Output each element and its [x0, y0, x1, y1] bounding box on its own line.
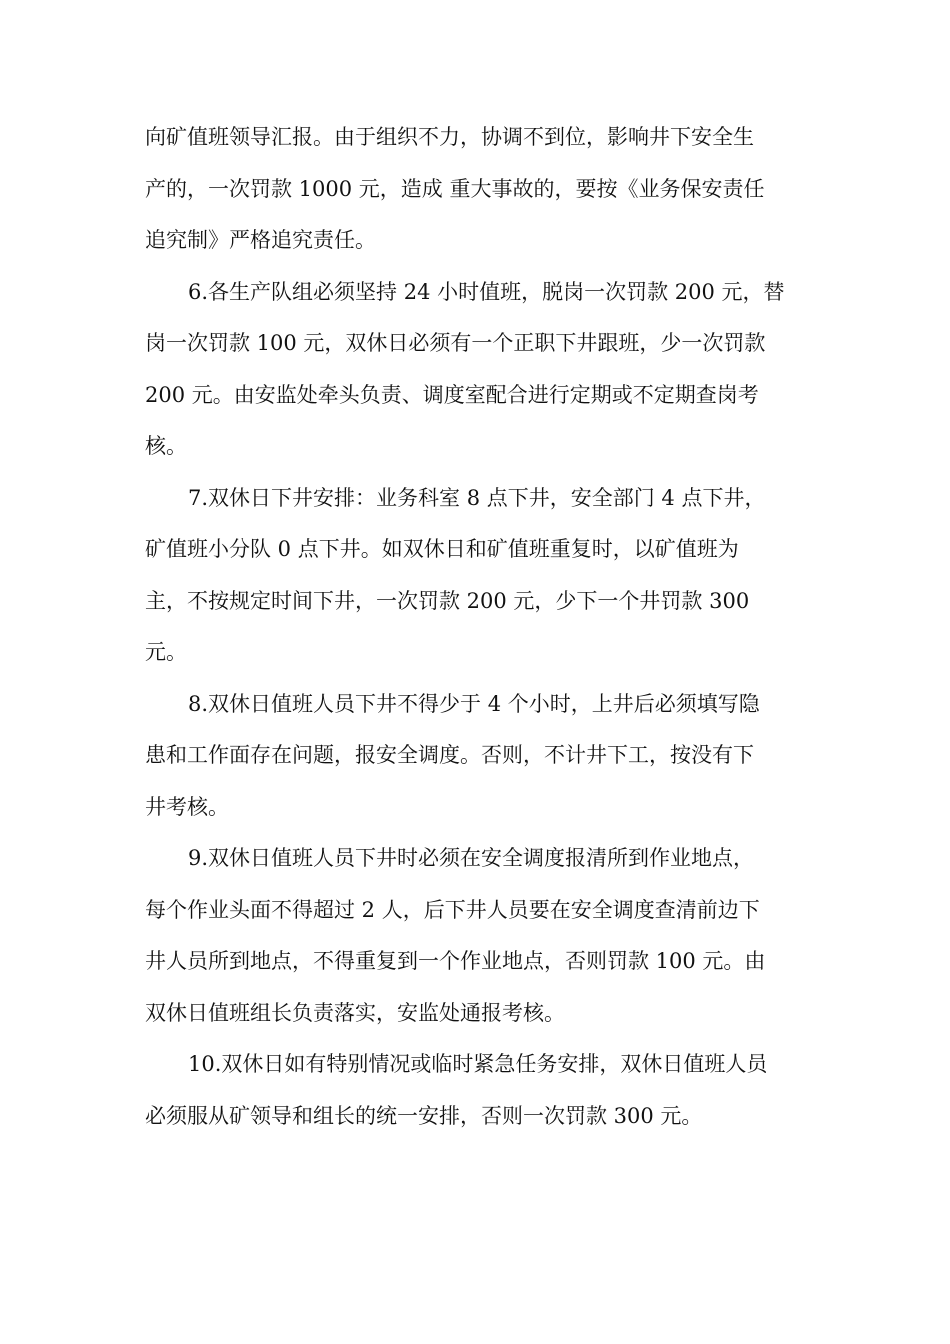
paragraph-5-continued: [145, 118, 805, 273]
paragraph-9: [145, 839, 805, 1045]
paragraph-8: [145, 685, 805, 840]
text-line: 患和工作面存在问题，报安全调度。否则，不计井下工，按没有下: [145, 743, 754, 767]
text-line: 岗一次罚款 100 元，双休日必须有一个正职下井跟班，少一次罚款: [145, 331, 766, 355]
text-line: 井人员所到地点，不得重复到一个作业地点，否则罚款 100 元。由: [145, 949, 766, 973]
text-line: 矿值班小分队 0 点下井。如双休日和矿值班重复时，以矿值班为: [145, 537, 739, 561]
text-line: 每个作业头面不得超过 2 人，后下井人员要在安全调度查清前边下: [145, 897, 760, 922]
text-line: 主，不按规定时间下井，一次罚款 200 元，少下一个井罚款 300: [145, 588, 750, 613]
paragraph-10: [145, 1045, 805, 1148]
paragraph-6: [145, 273, 805, 479]
text-line: 井考核。: [145, 794, 229, 819]
text-line: 向矿值班领导汇报。由于组织不力，协调不到位，影响井下安全生: [145, 125, 754, 149]
text-line: 核。: [145, 434, 187, 458]
text-line: 8.双休日值班人员下井不得少于 4 个小时，上井后必须填写隐: [188, 691, 760, 716]
text-line: 必须服从矿领导和组长的统一安排，否则一次罚款 300 元。: [145, 1103, 703, 1128]
text-line: 双休日值班组长负责落实，安监处通报考核。: [145, 1000, 565, 1025]
paragraph-7: [145, 479, 805, 685]
text-line: 200 元。由安监处牵头负责、调度室配合进行定期或不定期查岗考: [145, 382, 759, 407]
text-line: 9.双休日值班人员下井时必须在安全调度报清所到作业地点，: [188, 846, 755, 870]
text-line: 10.双休日如有特别情况或临时紧急任务安排，双休日值班人员: [188, 1052, 768, 1076]
text-line: 追究制》严格追究责任。: [145, 228, 376, 252]
text-line: 元。: [145, 640, 187, 664]
document-body: [145, 118, 805, 1148]
text-line: 7.双休日下井安排：业务科室 8 点下井，安全部门 4 点下井，: [188, 485, 766, 510]
text-line: 产的，一次罚款 1000 元，造成 重大事故的，要按《业务保安责任: [145, 176, 765, 201]
text-line: 6.各生产队组必须坚持 24 小时值班，脱岗一次罚款 200 元，替: [188, 279, 785, 304]
